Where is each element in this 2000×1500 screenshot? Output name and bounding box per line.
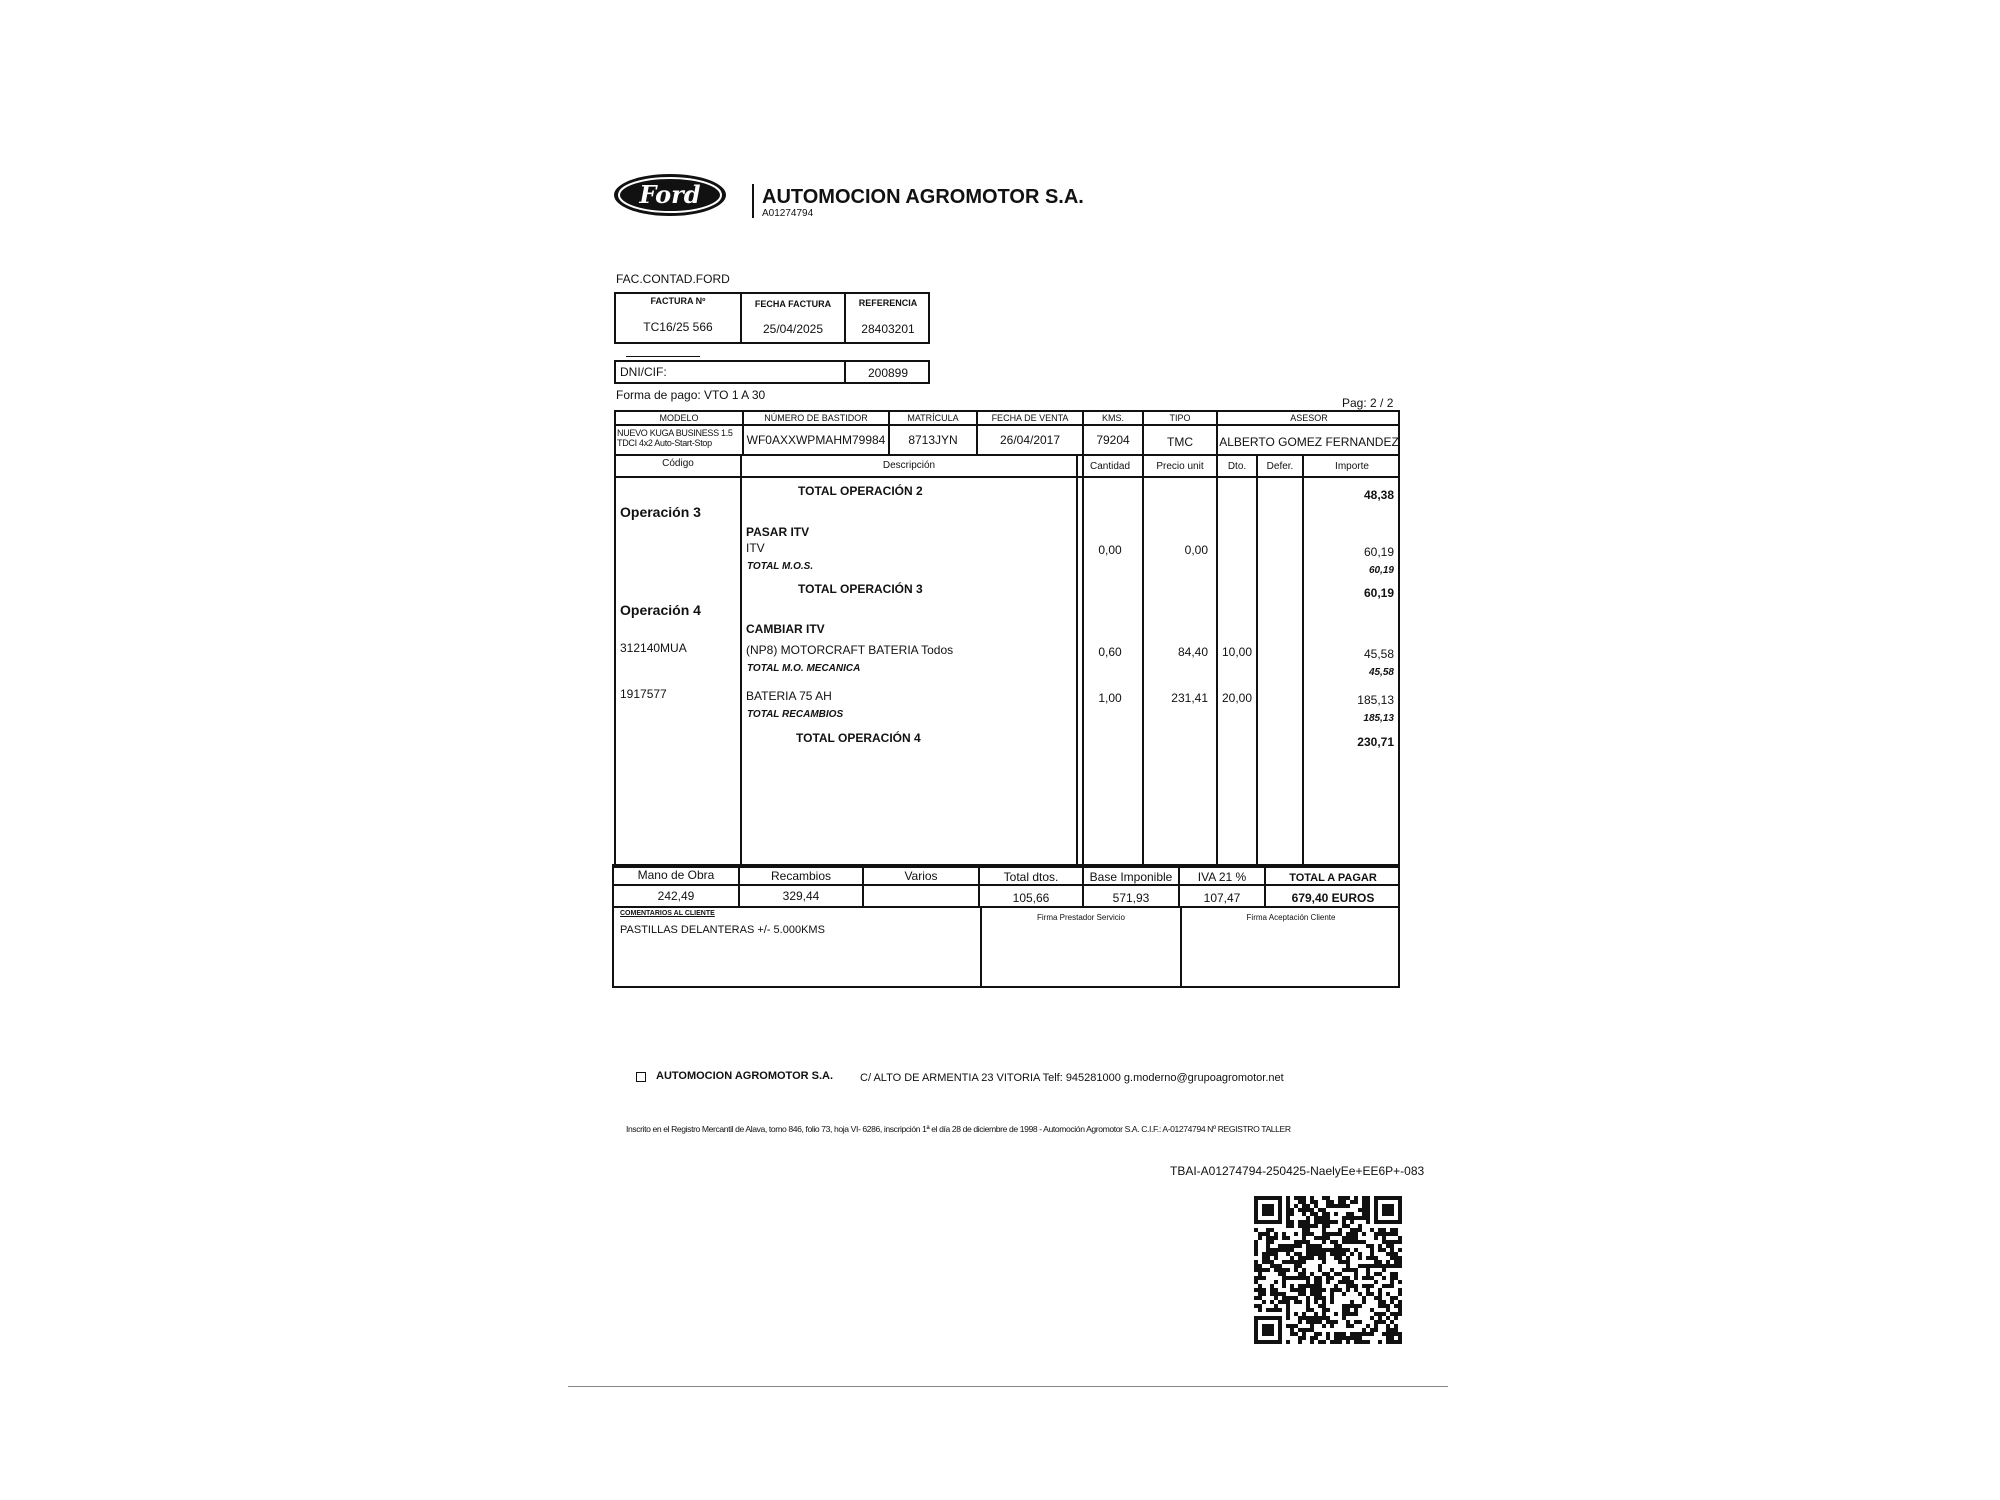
- divider: [612, 884, 1400, 886]
- ford-logo: [612, 172, 728, 218]
- col-defer: Defer.: [1266, 461, 1294, 472]
- advisor-label: ASESOR: [1290, 413, 1328, 423]
- total-value: 679,40 EUROS: [1291, 891, 1375, 905]
- col-code: Código: [662, 458, 694, 469]
- divider: [614, 454, 1400, 456]
- divider: [1142, 410, 1144, 868]
- total-recambios-amount: 185,13: [1363, 713, 1394, 724]
- divider: [568, 1386, 1448, 1387]
- total-op4-label: TOTAL OPERACIÓN 4: [796, 731, 921, 745]
- line1-qty: 0,60: [1098, 645, 1122, 659]
- vehicle-chassis: WF0AXXWPMAHM79984: [746, 433, 886, 447]
- plate-label: MATRÍCULA: [907, 413, 959, 423]
- type-label: TIPO: [1169, 413, 1191, 423]
- vehicle-type: TMC: [1167, 435, 1193, 449]
- total-op4-amount: 230,71: [1357, 735, 1394, 749]
- invoice-date-label: FECHA FACTURA: [754, 299, 832, 309]
- parts-label: Recambios: [770, 869, 832, 883]
- invoice-number: TC16/25 566: [643, 320, 713, 334]
- total-recambios: TOTAL RECAMBIOS: [747, 709, 844, 720]
- divider: [626, 356, 700, 357]
- vehicle-model-line1: NUEVO KUGA BUSINESS 1.5: [617, 428, 733, 438]
- line1-description: (NP8) MOTORCRAFT BATERIA Todos: [746, 643, 954, 657]
- total-mos: TOTAL M.O.S.: [747, 561, 814, 572]
- total-mo-mecanica-amount: 45,58: [1368, 667, 1394, 678]
- line1-amount: 45,58: [1363, 647, 1394, 661]
- sale-date-label: FECHA DE VENTA: [991, 413, 1069, 423]
- ford-logo-text: Ford: [639, 180, 701, 209]
- base-value: 571,93: [1112, 891, 1150, 905]
- labor-value: 242,49: [657, 889, 695, 903]
- total-op2-label: TOTAL OPERACIÓN 2: [798, 484, 923, 498]
- line1-code: 312140MUA: [620, 641, 687, 655]
- vehicle-sale-date: 26/04/2017: [999, 433, 1061, 447]
- footer-registry: Inscrito en el Registro Mercantil de Alava, tomo 846, folio 73, hoja VI- 6286, inscripción 1ª el día 28 de diciembre de 1998 - Automoción Agromotor S.A. C.I.F.: A-01274794 Nº REGISTRO TALLER: [626, 1124, 1291, 1134]
- operation-4: Operación 4: [620, 602, 701, 618]
- line2-description: BATERIA 75 AH: [746, 689, 832, 703]
- divider: [1216, 410, 1218, 868]
- invoice-reference: 28403201: [861, 322, 915, 336]
- invoice-date: 25/04/2025: [762, 322, 824, 336]
- company-name: AUTOMOCION AGROMOTOR S.A.: [762, 186, 1084, 208]
- parts-value: 329,44: [782, 889, 820, 903]
- header-divider: [752, 184, 754, 218]
- divider: [614, 424, 1400, 426]
- divider: [1076, 454, 1078, 868]
- divider: [614, 476, 1400, 478]
- qr-code: [1254, 1196, 1402, 1344]
- discounts-value: 105,66: [1012, 891, 1050, 905]
- line2-amount: 185,13: [1357, 693, 1394, 707]
- line1-discount: 10,00: [1221, 645, 1253, 659]
- col-unit-price: Precio unit: [1156, 461, 1204, 472]
- vehicle-plate: 8713JYN: [908, 433, 958, 447]
- base-label: Base Imponible: [1089, 870, 1173, 884]
- model-label: MODELO: [659, 413, 699, 423]
- comments-label: COMENTARIOS AL CLIENTE: [620, 910, 715, 917]
- signature-client-label: Firma Aceptación Cliente: [1246, 913, 1336, 922]
- footer-company: AUTOMOCION AGROMOTOR S.A.: [656, 1070, 834, 1082]
- tbai-code: TBAI-A01274794-250425-NaelyEe+EE6P+-083: [1170, 1164, 1425, 1178]
- company-cif: A01274794: [762, 208, 814, 219]
- dni-label: DNI/CIF:: [620, 365, 667, 379]
- comments-text: PASTILLAS DELANTERAS +/- 5.000KMS: [620, 924, 825, 936]
- payment-terms: Forma de pago: VTO 1 A 30: [616, 388, 766, 402]
- itv-qty: 0,00: [1098, 543, 1122, 557]
- cambiar-itv: CAMBIAR ITV: [746, 622, 825, 636]
- itv-price: 0,00: [1184, 543, 1208, 557]
- pasar-itv: PASAR ITV: [746, 525, 810, 539]
- col-description: Descripción: [882, 460, 936, 471]
- vehicle-model-line2: TDCI 4x2 Auto-Start-Stop: [617, 438, 712, 448]
- divider: [1256, 454, 1258, 868]
- invoice-reference-label: REFERENCIA: [858, 298, 918, 308]
- line2-code: 1917577: [620, 687, 667, 701]
- operation-3: Operación 3: [620, 504, 701, 520]
- total-op2-amount: 48,38: [1363, 488, 1394, 502]
- checkbox-icon: [636, 1072, 646, 1082]
- chassis-label: NÚMERO DE BASTIDOR: [764, 413, 868, 423]
- vehicle-kms: 79204: [1096, 433, 1130, 447]
- line1-price: 84,40: [1177, 645, 1208, 659]
- itv-amount: 60,19: [1363, 545, 1394, 559]
- divider: [740, 454, 742, 868]
- line2-price: 231,41: [1171, 691, 1208, 705]
- iva-label: IVA 21 %: [1197, 870, 1247, 884]
- signature-provider-label: Firma Prestador Servicio: [1036, 913, 1126, 922]
- itv-line: ITV: [746, 541, 765, 555]
- line2-qty: 1,00: [1098, 691, 1122, 705]
- vehicle-advisor: ALBERTO GOMEZ FERNANDEZ: [1219, 435, 1399, 449]
- kms-label: KMS.: [1101, 413, 1124, 423]
- labor-label: Mano de Obra: [637, 868, 715, 882]
- dni-value: 200899: [867, 366, 909, 380]
- misc-label: Varios: [904, 869, 938, 883]
- divider: [1082, 410, 1084, 868]
- invoice-number-label: FACTURA Nº: [650, 296, 706, 306]
- doc-type: FAC.CONTAD.FORD: [616, 272, 730, 286]
- divider: [1302, 454, 1304, 868]
- total-op3-amount: 60,19: [1363, 586, 1394, 600]
- iva-value: 107,47: [1203, 891, 1241, 905]
- footer-address: C/ ALTO DE ARMENTIA 23 VITORIA Telf: 945281000 g.moderno@grupoagromotor.net: [860, 1072, 1284, 1084]
- page-number: Pag: 2 / 2: [1342, 396, 1394, 410]
- total-op3-label: TOTAL OPERACIÓN 3: [798, 582, 923, 596]
- total-mos-amount: 60,19: [1368, 565, 1394, 576]
- total-mo-mecanica: TOTAL M.O. MECANICA: [747, 663, 861, 674]
- total-label: TOTAL A PAGAR: [1289, 872, 1377, 884]
- line2-discount: 20,00: [1221, 691, 1253, 705]
- col-amount: Importe: [1335, 461, 1369, 472]
- col-discount: Dto.: [1227, 461, 1247, 472]
- discounts-label: Total dtos.: [1003, 870, 1059, 884]
- col-quantity: Cantidad: [1089, 461, 1131, 472]
- main-table: [614, 410, 1400, 868]
